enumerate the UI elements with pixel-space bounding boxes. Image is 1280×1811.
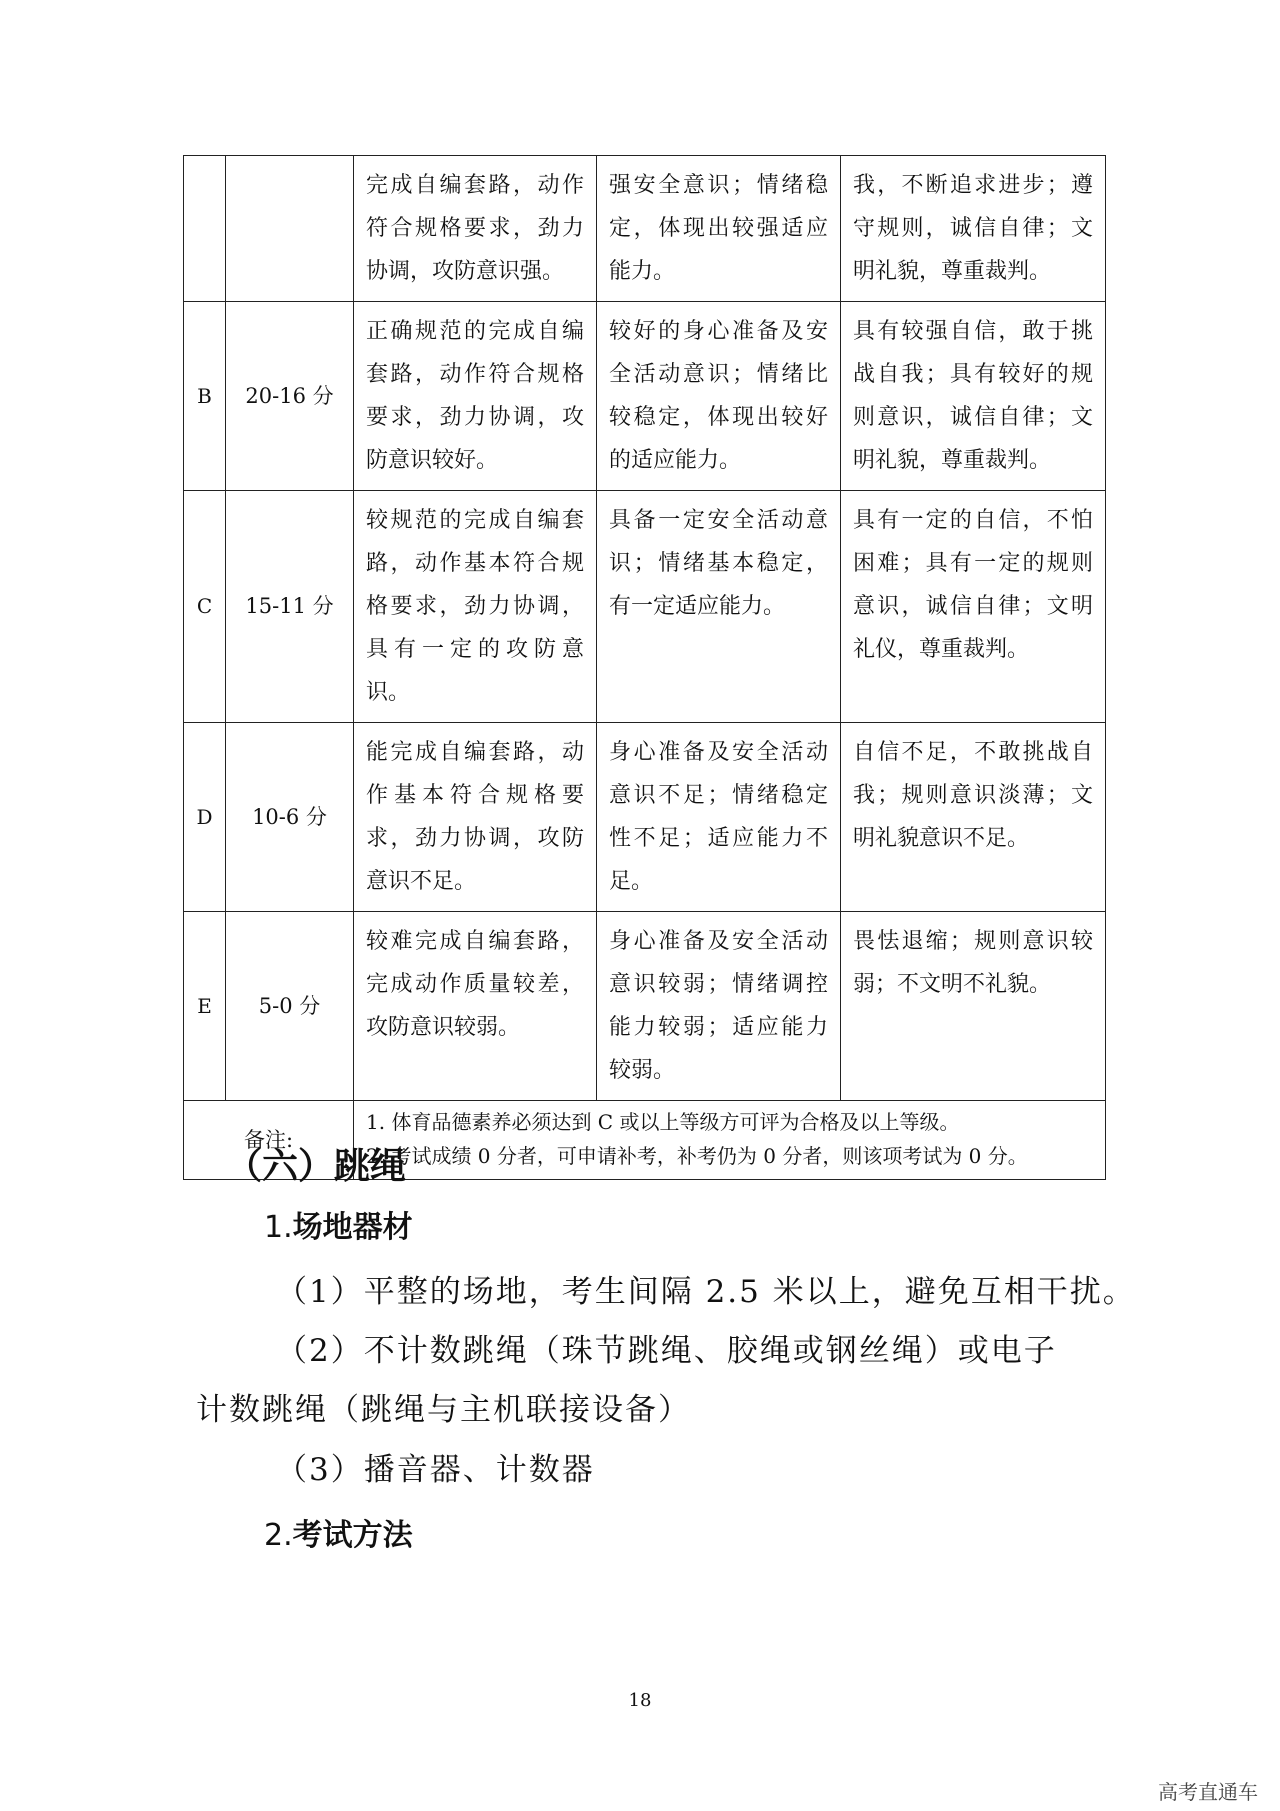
psych-cell: 具备一定安全活动意识；情绪基本稳定，有一定适应能力。	[597, 491, 841, 723]
page-number: 18	[628, 1690, 652, 1711]
score-cell: 20-16 分	[226, 302, 354, 491]
list-item: （2）不计数跳绳（珠节跳绳、胶绳或钢丝绳）或电子	[276, 1333, 1057, 1369]
skill-cell: 完成自编套路，动作符合规格要求，劲力协调，攻防意识强。	[354, 156, 597, 302]
ethics-cell: 我，不断追求进步；遵守规则，诚信自律；文明礼貌，尊重裁判。	[841, 156, 1106, 302]
grade-cell: E	[184, 912, 226, 1101]
section-heading: （六）跳绳	[226, 1146, 407, 1187]
grade-cell: D	[184, 723, 226, 912]
list-item: （3）播音器、计数器	[276, 1452, 595, 1488]
list-item-continuation: 计数跳绳（跳绳与主机联接设备）	[196, 1392, 691, 1428]
ethics-cell: 畏怯退缩；规则意识较弱；不文明不礼貌。	[841, 912, 1106, 1101]
grading-rubric-table	[183, 155, 1106, 1180]
score-cell: 5-0 分	[226, 912, 354, 1101]
skill-cell: 能完成自编套路，动作基本符合规格要求，劲力协调，攻防意识不足。	[354, 723, 597, 912]
score-cell: 10-6 分	[226, 723, 354, 912]
table-row	[184, 723, 1106, 912]
notes-cell	[354, 1101, 1106, 1180]
note-line: 2. 考试成绩 0 分者，可申请补考，补考仍为 0 分者，则该项考试为 0 分。	[366, 1144, 1028, 1168]
list-item: （1）平整的场地，考生间隔 2.5 米以上，避免互相干扰。	[276, 1274, 1136, 1310]
score-cell: 15-11 分	[226, 491, 354, 723]
table-row	[184, 912, 1106, 1101]
score-cell	[226, 156, 354, 302]
subsection-heading	[264, 1202, 413, 1246]
table-row	[184, 491, 1106, 723]
subsection-title: 场地器材	[292, 1210, 413, 1245]
note-line: 1. 体育品德素养必须达到 C 或以上等级方可评为合格及以上等级。	[366, 1110, 960, 1134]
ethics-cell: 自信不足，不敢挑战自我；规则意识淡薄；文明礼貌意识不足。	[841, 723, 1106, 912]
skill-cell: 较难完成自编套路，完成动作质量较差，攻防意识较弱。	[354, 912, 597, 1101]
ethics-cell: 具有一定的自信，不怕困难；具有一定的规则意识，诚信自律；文明礼仪，尊重裁判。	[841, 491, 1106, 723]
grade-cell: B	[184, 302, 226, 491]
notes-label: 备注:	[184, 1101, 354, 1180]
subsection-heading	[264, 1510, 413, 1554]
subsection-number: 2.	[264, 1518, 293, 1553]
grade-cell: C	[184, 491, 226, 723]
subsection-number: 1.	[264, 1210, 293, 1245]
psych-cell: 较好的身心准备及安全活动意识；情绪比较稳定，体现出较好的适应能力。	[597, 302, 841, 491]
subsection-title: 考试方法	[292, 1518, 413, 1553]
psych-cell: 身心准备及安全活动意识较弱；情绪调控能力较弱；适应能力较弱。	[597, 912, 841, 1101]
grade-cell	[184, 156, 226, 302]
watermark-text: 高考直通车	[1158, 1780, 1258, 1804]
skill-cell: 正确规范的完成自编套路，动作符合规格要求，劲力协调，攻防意识较好。	[354, 302, 597, 491]
psych-cell: 强安全意识；情绪稳定，体现出较强适应能力。	[597, 156, 841, 302]
table-row	[184, 156, 1106, 302]
table-row	[184, 302, 1106, 491]
psych-cell: 身心准备及安全活动意识不足；情绪稳定性不足；适应能力不足。	[597, 723, 841, 912]
skill-cell: 较规范的完成自编套路，动作基本符合规格要求，劲力协调，具有一定的攻防意识。	[354, 491, 597, 723]
ethics-cell: 具有较强自信，敢于挑战自我；具有较好的规则意识，诚信自律；文明礼貌，尊重裁判。	[841, 302, 1106, 491]
